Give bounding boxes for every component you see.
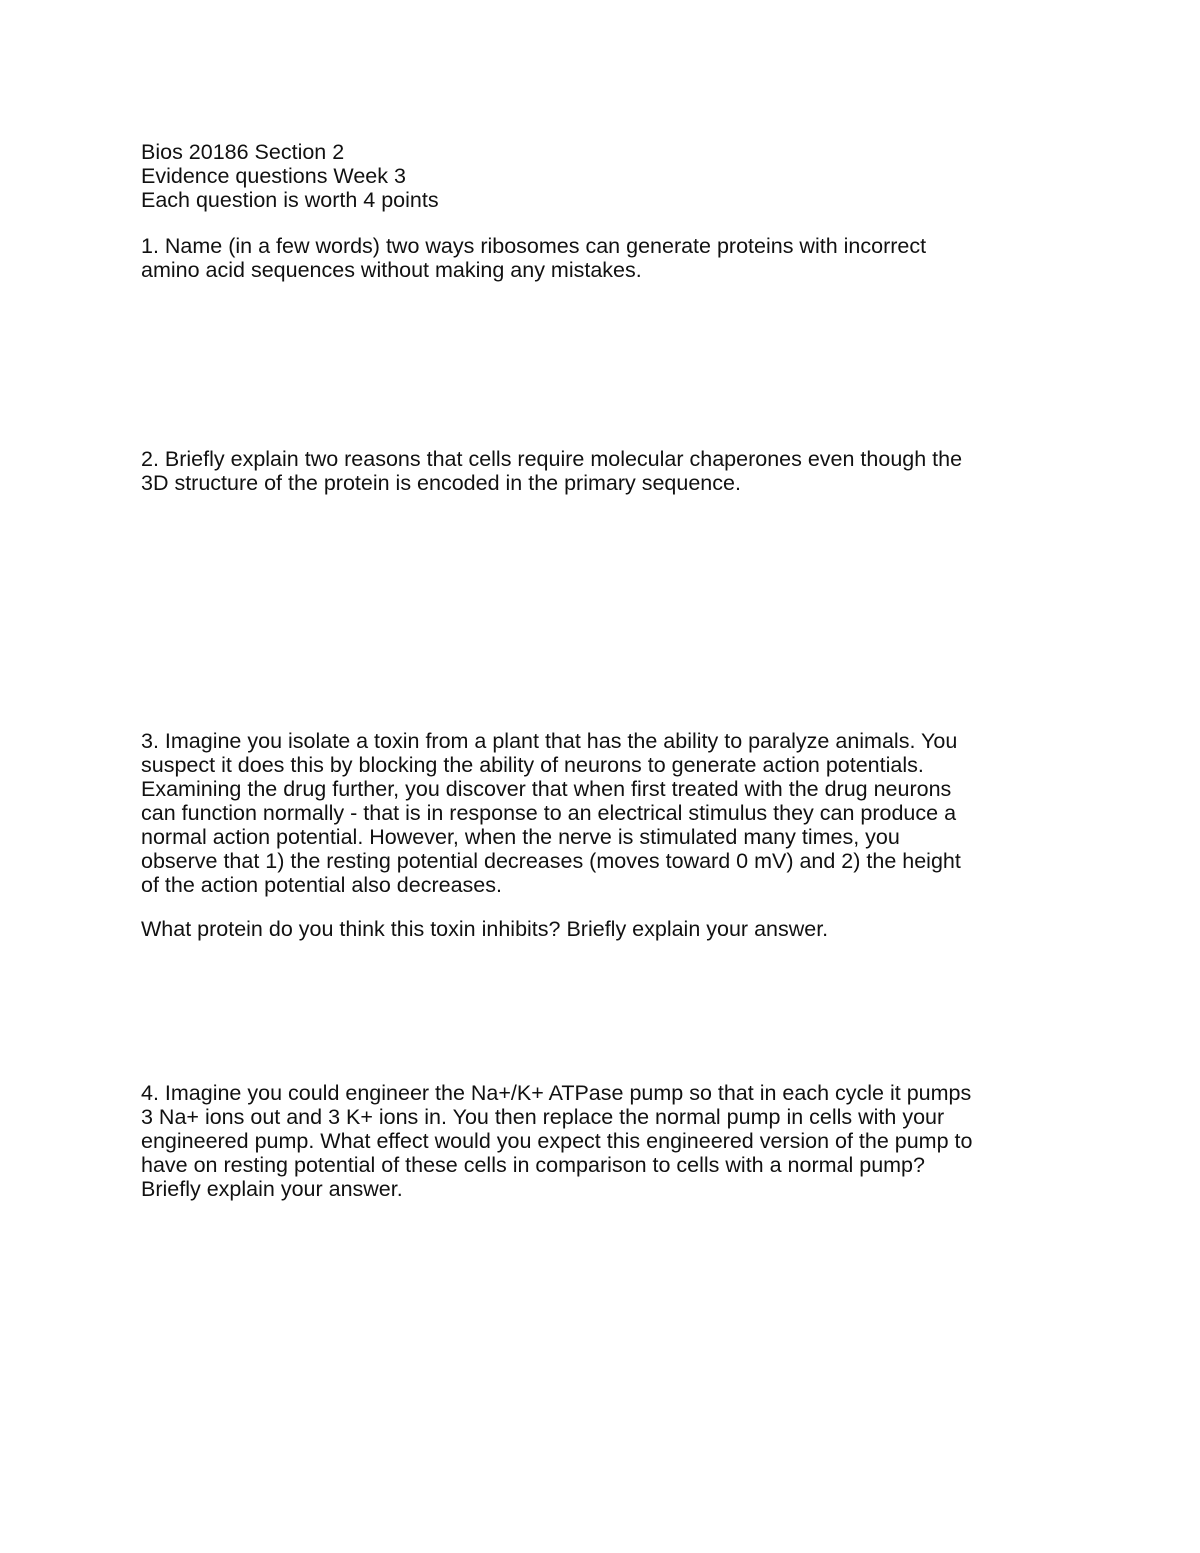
question-text-line: 3 Na+ ions out and 3 K+ ions in. You then replace the normal pump in cells with your [141, 1105, 945, 1129]
course-title: Bios 20186 Section 2 [141, 140, 345, 164]
points-note: Each question is worth 4 points [141, 188, 439, 212]
question-text-line: 4. Imagine you could engineer the Na+/K+ ATPase pump so that in each cycle it pumps [141, 1081, 972, 1105]
question-4 [141, 1081, 1071, 1201]
question-text-line: have on resting potential of these cells in comparison to cells with a normal pump? [141, 1153, 925, 1177]
question-text-line: normal action potential. However, when the nerve is stimulated many times, you [141, 825, 900, 849]
question-1 [141, 234, 1071, 282]
document-header [141, 140, 1071, 212]
question-text-line: 3D structure of the protein is encoded in the primary sequence. [141, 471, 741, 495]
question-text-line: Briefly explain your answer. [141, 1177, 403, 1201]
question-text-line: observe that 1) the resting potential decreases (moves toward 0 mV) and 2) the height [141, 849, 961, 873]
question-text-line: can function normally - that is in response to an electrical stimulus they can produce a [141, 801, 957, 825]
question-3 [141, 729, 1071, 897]
question-text-line: Examining the drug further, you discover that when first treated with the drug neurons [141, 777, 952, 801]
question-text-line: 1. Name (in a few words) two ways ribosomes can generate proteins with incorrect [141, 234, 927, 258]
question-text-line: of the action potential also decreases. [141, 873, 502, 897]
question-followup-text: What protein do you think this toxin inhibits? Briefly explain your answer. [141, 917, 829, 941]
document-subtitle: Evidence questions Week 3 [141, 164, 406, 188]
question-text-line: 3. Imagine you isolate a toxin from a plant that has the ability to paralyze animals. You [141, 729, 958, 753]
question-text-line: suspect it does this by blocking the ability of neurons to generate action potentials. [141, 753, 924, 777]
question-text-line: amino acid sequences without making any mistakes. [141, 258, 642, 282]
question-text-line: 2. Briefly explain two reasons that cells require molecular chaperones even though the [141, 447, 963, 471]
question-text-line: engineered pump. What effect would you expect this engineered version of the pump to [141, 1129, 973, 1153]
question-3-followup [141, 917, 1071, 941]
question-2 [141, 447, 1071, 495]
